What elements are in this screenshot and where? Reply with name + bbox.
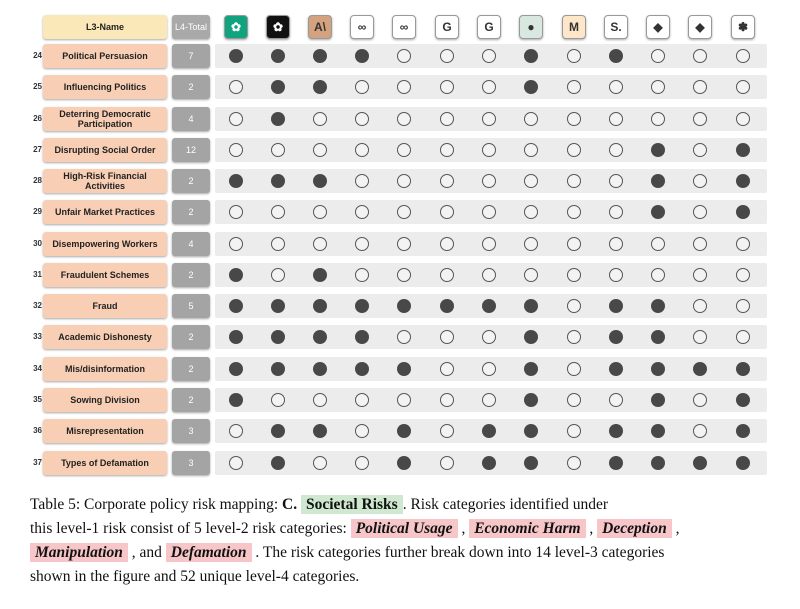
- filled-circle-cell: [313, 330, 327, 344]
- row-number: 27: [33, 145, 42, 154]
- empty-circle-cell: [609, 237, 623, 251]
- l4-total-count: 2: [172, 263, 210, 287]
- empty-circle-cell: [355, 143, 369, 157]
- filled-circle-cell: [609, 456, 623, 470]
- caption-category: Societal Risks: [301, 495, 403, 514]
- filled-circle-cell: [229, 49, 243, 63]
- filled-circle-cell: [229, 362, 243, 376]
- empty-circle-cell: [693, 80, 707, 94]
- filled-circle-cell: [651, 424, 665, 438]
- filled-circle-cell: [355, 299, 369, 313]
- empty-circle-cell: [567, 174, 581, 188]
- caption-text: Table 5: Corporate policy risk mapping:: [30, 496, 283, 513]
- l3-category-name: Fraud: [43, 294, 167, 318]
- table-row: [0, 135, 770, 166]
- filled-circle-cell: [313, 299, 327, 313]
- empty-circle-cell: [524, 237, 538, 251]
- empty-circle-cell: [397, 112, 411, 126]
- l3-category-name: Political Persuasion: [43, 44, 167, 68]
- empty-circle-cell: [736, 268, 750, 282]
- empty-circle-cell: [397, 330, 411, 344]
- table-row: [0, 260, 770, 291]
- row-number: 31: [33, 270, 42, 279]
- filled-circle-cell: [271, 362, 285, 376]
- empty-circle-cell: [736, 299, 750, 313]
- empty-circle-cell: [440, 174, 454, 188]
- empty-circle-cell: [524, 143, 538, 157]
- empty-circle-cell: [567, 456, 581, 470]
- empty-circle-cell: [397, 174, 411, 188]
- filled-circle-cell: [397, 456, 411, 470]
- filled-circle-cell: [271, 299, 285, 313]
- table-row: [0, 197, 770, 228]
- row-number: 33: [33, 332, 42, 341]
- l4-total-count: 5: [172, 294, 210, 318]
- filled-circle-cell: [355, 330, 369, 344]
- empty-circle-cell: [651, 237, 665, 251]
- empty-circle-cell: [355, 424, 369, 438]
- empty-circle-cell: [271, 393, 285, 407]
- empty-circle-cell: [609, 143, 623, 157]
- caption-section-letter: C.: [282, 496, 298, 513]
- filled-circle-cell: [229, 393, 243, 407]
- filled-circle-cell: [524, 330, 538, 344]
- l4-total-count: 12: [172, 138, 210, 162]
- l3-category-name: Disrupting Social Order: [43, 138, 167, 162]
- filled-circle-cell: [736, 362, 750, 376]
- openai-green-icon: ✿: [224, 15, 248, 39]
- empty-circle-cell: [271, 143, 285, 157]
- empty-circle-cell: [397, 237, 411, 251]
- caption-sep: ,: [585, 520, 598, 537]
- empty-circle-cell: [482, 393, 496, 407]
- empty-circle-cell: [482, 174, 496, 188]
- filled-circle-cell: [313, 174, 327, 188]
- filled-circle-cell: [229, 299, 243, 313]
- table-row: [0, 229, 770, 260]
- empty-circle-cell: [397, 80, 411, 94]
- filled-circle-cell: [271, 330, 285, 344]
- deepseek-icon: ◆: [646, 15, 670, 39]
- empty-circle-cell: [355, 80, 369, 94]
- empty-circle-cell: [397, 143, 411, 157]
- empty-circle-cell: [440, 393, 454, 407]
- empty-circle-cell: [440, 268, 454, 282]
- empty-circle-cell: [651, 49, 665, 63]
- filled-circle-cell: [524, 393, 538, 407]
- table-row: [0, 354, 770, 385]
- l4-total-count: 2: [172, 75, 210, 99]
- anthropic-icon: A\: [308, 15, 332, 39]
- empty-circle-cell: [736, 49, 750, 63]
- row-number: 24: [33, 51, 42, 60]
- empty-circle-cell: [313, 393, 327, 407]
- filled-circle-cell: [524, 49, 538, 63]
- row-number: 30: [33, 239, 42, 248]
- empty-circle-cell: [651, 112, 665, 126]
- empty-circle-cell: [567, 205, 581, 219]
- l3-category-name: Sowing Division: [43, 388, 167, 412]
- empty-circle-cell: [651, 268, 665, 282]
- empty-circle-cell: [736, 237, 750, 251]
- table-row: [0, 166, 770, 197]
- filled-circle-cell: [609, 299, 623, 313]
- header-l3-name: L3-Name: [43, 15, 167, 39]
- table-row: [0, 41, 770, 72]
- empty-circle-cell: [693, 393, 707, 407]
- empty-circle-cell: [609, 80, 623, 94]
- filled-circle-cell: [271, 424, 285, 438]
- filled-circle-cell: [736, 393, 750, 407]
- empty-circle-cell: [609, 205, 623, 219]
- empty-circle-cell: [313, 112, 327, 126]
- filled-circle-cell: [355, 49, 369, 63]
- empty-circle-cell: [313, 456, 327, 470]
- empty-circle-cell: [651, 80, 665, 94]
- filled-circle-cell: [313, 424, 327, 438]
- empty-circle-cell: [693, 424, 707, 438]
- row-number: 35: [33, 395, 42, 404]
- row-number: 29: [33, 207, 42, 216]
- caption-text: shown in the figure and 52 unique level-4 categories.: [30, 568, 360, 585]
- empty-circle-cell: [229, 143, 243, 157]
- empty-circle-cell: [397, 49, 411, 63]
- l4-total-count: 7: [172, 44, 210, 68]
- filled-circle-cell: [271, 80, 285, 94]
- caption-text: . Risk categories identified under: [402, 496, 609, 513]
- empty-circle-cell: [693, 112, 707, 126]
- caption-sep: , and: [127, 544, 166, 561]
- filled-circle-cell: [313, 362, 327, 376]
- empty-circle-cell: [440, 362, 454, 376]
- empty-circle-cell: [355, 456, 369, 470]
- empty-circle-cell: [693, 143, 707, 157]
- empty-circle-cell: [693, 268, 707, 282]
- filled-circle-cell: [651, 174, 665, 188]
- empty-circle-cell: [482, 112, 496, 126]
- empty-circle-cell: [482, 49, 496, 63]
- l3-category-name: Academic Dishonesty: [43, 325, 167, 349]
- table-row: [0, 385, 770, 416]
- filled-circle-cell: [524, 80, 538, 94]
- filled-circle-cell: [609, 49, 623, 63]
- stability-icon: S.: [604, 15, 628, 39]
- filled-circle-cell: [736, 174, 750, 188]
- filled-circle-cell: [271, 174, 285, 188]
- empty-circle-cell: [482, 362, 496, 376]
- empty-circle-cell: [355, 237, 369, 251]
- filled-circle-cell: [313, 80, 327, 94]
- filled-circle-cell: [313, 268, 327, 282]
- empty-circle-cell: [229, 80, 243, 94]
- cohere-icon: ●: [519, 15, 543, 39]
- empty-circle-cell: [397, 205, 411, 219]
- empty-circle-cell: [313, 237, 327, 251]
- l4-total-count: 2: [172, 388, 210, 412]
- empty-circle-cell: [482, 143, 496, 157]
- filled-circle-cell: [736, 456, 750, 470]
- empty-circle-cell: [567, 112, 581, 126]
- empty-circle-cell: [355, 393, 369, 407]
- filled-circle-cell: [397, 424, 411, 438]
- empty-circle-cell: [440, 80, 454, 94]
- empty-circle-cell: [229, 424, 243, 438]
- empty-circle-cell: [609, 393, 623, 407]
- empty-circle-cell: [567, 424, 581, 438]
- empty-circle-cell: [567, 330, 581, 344]
- empty-circle-cell: [567, 268, 581, 282]
- filled-circle-cell: [651, 330, 665, 344]
- row-number: 32: [33, 301, 42, 310]
- empty-circle-cell: [524, 205, 538, 219]
- empty-circle-cell: [355, 112, 369, 126]
- baidu-icon: ✽: [731, 15, 755, 39]
- table-row: [0, 72, 770, 103]
- filled-circle-cell: [355, 362, 369, 376]
- table-row: [0, 416, 770, 447]
- filled-circle-cell: [482, 456, 496, 470]
- l4-total-count: 2: [172, 200, 210, 224]
- filled-circle-cell: [482, 424, 496, 438]
- filled-circle-cell: [397, 299, 411, 313]
- empty-circle-cell: [567, 237, 581, 251]
- caption-tag-manipulation: Manipulation: [30, 543, 128, 562]
- google-icon: G: [435, 15, 459, 39]
- filled-circle-cell: [651, 299, 665, 313]
- empty-circle-cell: [482, 80, 496, 94]
- l3-category-name: Mis/disinformation: [43, 357, 167, 381]
- empty-circle-cell: [567, 143, 581, 157]
- row-number: 37: [33, 458, 42, 467]
- empty-circle-cell: [609, 112, 623, 126]
- caption-sep: ,: [457, 520, 470, 537]
- empty-circle-cell: [567, 362, 581, 376]
- empty-circle-cell: [567, 49, 581, 63]
- l3-category-name: Types of Defamation: [43, 451, 167, 475]
- empty-circle-cell: [524, 268, 538, 282]
- filled-circle-cell: [524, 362, 538, 376]
- filled-circle-cell: [651, 362, 665, 376]
- row-number: 26: [33, 114, 42, 123]
- empty-circle-cell: [440, 143, 454, 157]
- deepseek-gray-icon: ◆: [688, 15, 712, 39]
- caption-text: . The risk categories further break down into 14 level-3 categories: [251, 544, 665, 561]
- empty-circle-cell: [440, 112, 454, 126]
- empty-circle-cell: [693, 237, 707, 251]
- empty-circle-cell: [693, 205, 707, 219]
- filled-circle-cell: [524, 299, 538, 313]
- filled-circle-cell: [609, 330, 623, 344]
- filled-circle-cell: [271, 456, 285, 470]
- l4-total-count: 2: [172, 357, 210, 381]
- table-row: [0, 291, 770, 322]
- l4-total-count: 3: [172, 419, 210, 443]
- empty-circle-cell: [440, 456, 454, 470]
- filled-circle-cell: [313, 49, 327, 63]
- meta-llama-icon: ∞: [392, 15, 416, 39]
- empty-circle-cell: [229, 205, 243, 219]
- empty-circle-cell: [229, 237, 243, 251]
- l3-category-name: Deterring Democratic Participation: [43, 107, 167, 131]
- meta-icon: ∞: [350, 15, 374, 39]
- filled-circle-cell: [651, 393, 665, 407]
- caption-tag-economic-harm: Economic Harm: [469, 519, 585, 538]
- table-row: [0, 322, 770, 353]
- empty-circle-cell: [736, 80, 750, 94]
- row-number: 36: [33, 426, 42, 435]
- caption-sep: ,: [671, 520, 680, 537]
- row-number: 25: [33, 82, 42, 91]
- caption-tag-defamation: Defamation: [166, 543, 252, 562]
- table-row: [0, 104, 770, 135]
- filled-circle-cell: [524, 424, 538, 438]
- empty-circle-cell: [693, 330, 707, 344]
- l3-category-name: Misrepresentation: [43, 419, 167, 443]
- empty-circle-cell: [313, 205, 327, 219]
- filled-circle-cell: [693, 362, 707, 376]
- filled-circle-cell: [609, 362, 623, 376]
- l3-category-name: Fraudulent Schemes: [43, 263, 167, 287]
- openai-black-icon: ✿: [266, 15, 290, 39]
- filled-circle-cell: [271, 112, 285, 126]
- header-l4-total: L4-Total: [172, 15, 210, 39]
- empty-circle-cell: [440, 49, 454, 63]
- empty-circle-cell: [736, 330, 750, 344]
- empty-circle-cell: [271, 268, 285, 282]
- empty-circle-cell: [440, 237, 454, 251]
- filled-circle-cell: [229, 174, 243, 188]
- l3-category-name: Influencing Politics: [43, 75, 167, 99]
- l3-category-name: Disempowering Workers: [43, 232, 167, 256]
- empty-circle-cell: [271, 205, 285, 219]
- empty-circle-cell: [313, 143, 327, 157]
- empty-circle-cell: [524, 174, 538, 188]
- filled-circle-cell: [609, 424, 623, 438]
- empty-circle-cell: [524, 112, 538, 126]
- caption-tag-political-usage: Political Usage: [351, 519, 458, 538]
- empty-circle-cell: [355, 205, 369, 219]
- filled-circle-cell: [229, 330, 243, 344]
- empty-circle-cell: [271, 237, 285, 251]
- table-row: [0, 448, 770, 479]
- empty-circle-cell: [567, 299, 581, 313]
- empty-circle-cell: [693, 49, 707, 63]
- empty-circle-cell: [693, 174, 707, 188]
- table-caption: [30, 493, 766, 589]
- l4-total-count: 2: [172, 325, 210, 349]
- empty-circle-cell: [397, 393, 411, 407]
- filled-circle-cell: [693, 456, 707, 470]
- empty-circle-cell: [440, 205, 454, 219]
- filled-circle-cell: [736, 205, 750, 219]
- row-number: 34: [33, 364, 42, 373]
- l4-total-count: 4: [172, 107, 210, 131]
- empty-circle-cell: [355, 268, 369, 282]
- empty-circle-cell: [609, 268, 623, 282]
- filled-circle-cell: [651, 205, 665, 219]
- empty-circle-cell: [355, 174, 369, 188]
- caption-text: this level-1 risk consist of 5 level-2 risk categories:: [30, 520, 351, 537]
- empty-circle-cell: [567, 80, 581, 94]
- l3-category-name: High-Risk Financial Activities: [43, 169, 167, 193]
- empty-circle-cell: [397, 268, 411, 282]
- empty-circle-cell: [482, 330, 496, 344]
- filled-circle-cell: [651, 143, 665, 157]
- filled-circle-cell: [651, 456, 665, 470]
- empty-circle-cell: [736, 112, 750, 126]
- l4-total-count: 4: [172, 232, 210, 256]
- empty-circle-cell: [440, 330, 454, 344]
- google-gemma-icon: G: [477, 15, 501, 39]
- l3-category-name: Unfair Market Practices: [43, 200, 167, 224]
- filled-circle-cell: [397, 362, 411, 376]
- empty-circle-cell: [482, 205, 496, 219]
- empty-circle-cell: [567, 393, 581, 407]
- filled-circle-cell: [524, 456, 538, 470]
- row-number: 28: [33, 176, 42, 185]
- l4-total-count: 3: [172, 451, 210, 475]
- filled-circle-cell: [440, 299, 454, 313]
- caption-tag-deception: Deception: [597, 519, 672, 538]
- filled-circle-cell: [482, 299, 496, 313]
- empty-circle-cell: [229, 456, 243, 470]
- empty-circle-cell: [440, 424, 454, 438]
- filled-circle-cell: [229, 268, 243, 282]
- empty-circle-cell: [609, 174, 623, 188]
- mistral-icon: M: [562, 15, 586, 39]
- empty-circle-cell: [693, 299, 707, 313]
- empty-circle-cell: [482, 268, 496, 282]
- filled-circle-cell: [736, 143, 750, 157]
- filled-circle-cell: [271, 49, 285, 63]
- empty-circle-cell: [229, 112, 243, 126]
- empty-circle-cell: [482, 237, 496, 251]
- l4-total-count: 2: [172, 169, 210, 193]
- filled-circle-cell: [736, 424, 750, 438]
